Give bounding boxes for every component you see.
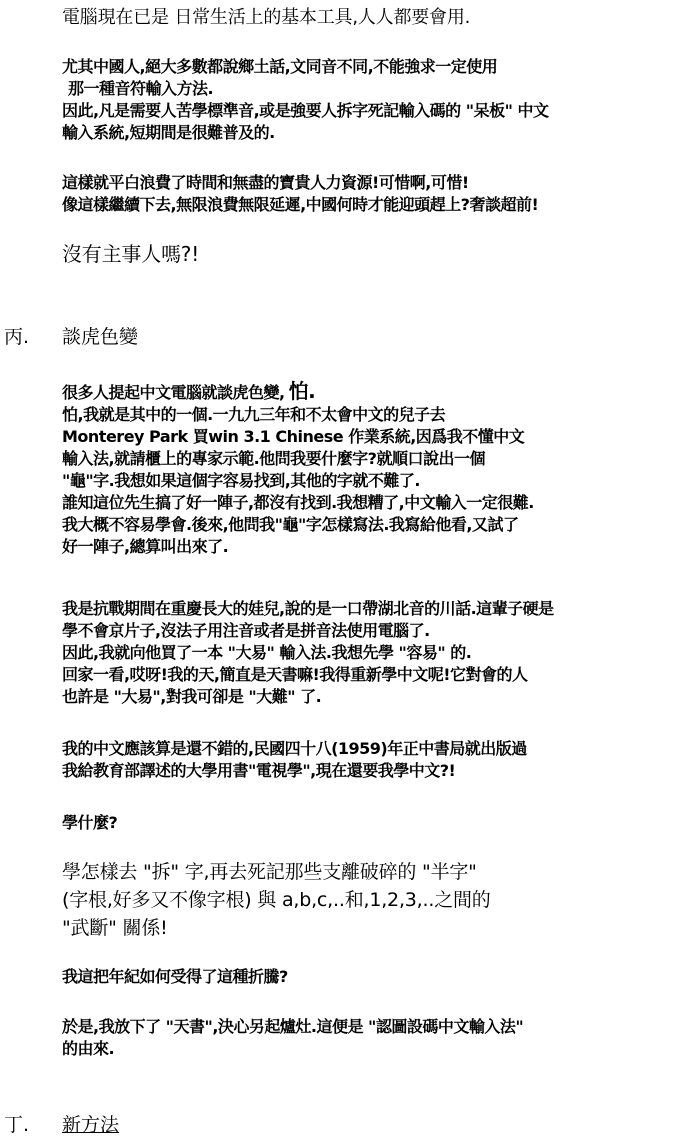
bing-paragraph-6 [62,1016,523,1060]
question-line: 沒有主事人嗎?! [62,242,200,266]
text-line: Monterey Park 買win 3.1 Chinese 作業系統,因爲我不懂中文 [62,427,525,446]
text-line: 我這把年紀如何受得了這種折騰? [62,967,288,986]
text-line: 尤其中國人,絕大多數都說鄉土話,文同音不同,不能強求一定使用 [62,57,498,76]
text-line: 我給教育部譯述的大學用書"電視學",現在還要我學中文?! [62,761,456,780]
intro-paragraph-3 [62,172,538,216]
intro-question [62,242,199,266]
text-line: 我的中文應該算是還不錯的,民國四十八(1959)年正中書局就出版過 [62,739,527,758]
text-line: 我大概不容易學會.後來,他問我"龜"字怎樣寫法.我寫給他看,又試了 [62,515,519,534]
text-line: 像這樣繼續下去,無限浪費無限延遲,中國何時才能迎頭趕上?奢談超前! [62,195,539,214]
intro-line1: 電腦現在已是 日常生活上的基本工具,人人都要會用. [62,7,471,28]
bing-paragraph-2 [62,598,554,708]
text-fragment-large: 怕. [288,379,316,403]
text-line: 學怎樣去 "拆" 字,再去死記那些支離破碎的 "半字" [62,861,477,883]
text-line: 輸入系統,短期間是很難普及的. [62,123,275,142]
text-line: "龜"字.我想如果這個字容易找到,其他的字就不難了. [62,471,420,490]
text-line: 的由來. [62,1039,115,1058]
section-number-bing: 丙. [4,326,30,348]
text-line: (字根,好多又不像字根) 與 a,b,c,..和,1,2,3,..之間的 [62,889,491,911]
section-title-ding: 新方法 [62,1114,120,1136]
intro-paragraph-2 [62,56,548,144]
text-line: 學什麼? [62,813,118,832]
section-number-ding: 丁. [4,1114,30,1136]
text-line: 誰知這位先生搞了好一陣子,都沒有找到.我想糟了,中文輸入一定很難. [62,493,534,512]
bing-what-line [62,812,117,834]
bing-paragraph-1 [62,380,534,558]
text-line: "武斷" 關係! [62,917,168,939]
text-line: 於是,我放下了 "天書",決心另起爐灶.這便是 "認圖設碼中文輸入法" [62,1017,524,1036]
text-line: 也許是 "大易",對我可卻是 "大難" 了. [62,687,322,706]
text-line: 怕,我就是其中的一個.一九九三年和不太會中文的兒子去 [62,405,446,424]
text-fragment: 很多人提起中文電腦就談虎色變, [62,383,285,402]
section-title-bing: 談虎色變 [62,326,139,348]
text-line: 因此,我就向他買了一本 "大易" 輸入法.我想先學 "容易" 的. [62,643,472,662]
text-line: 因此,凡是需要人苦學標準音,或是強要人拆字死記輸入碼的 "呆板" 中文 [62,101,549,120]
text-line: 這樣就平白浪費了時間和無盡的寶貴人力資源!可惜啊,可惜! [62,173,469,192]
text-line: 那一種音符輸入方法. [68,79,214,98]
text-line: 好一陣子,總算叫出來了. [62,537,229,556]
text-line: 輸入法,就請櫃上的專家示範.他問我要什麼字?就順口說出一個 [62,449,485,468]
text-line: 回家一看,哎呀!我的天,簡直是天書嘛!我得重新學中文呢!它對會的人 [62,665,528,684]
bing-paragraph-3 [62,738,527,782]
text-line: 我是抗戰期間在重慶長大的娃兒,說的是一口帶湖北音的川話.這輩子硬是 [62,599,554,618]
bing-paragraph-5 [62,966,288,988]
text-line [62,380,534,404]
intro-block [62,6,470,30]
bing-paragraph-4 [62,858,491,942]
text-line: 學不會京片子,沒法子用注音或者是拼音法使用電腦了. [62,621,430,640]
